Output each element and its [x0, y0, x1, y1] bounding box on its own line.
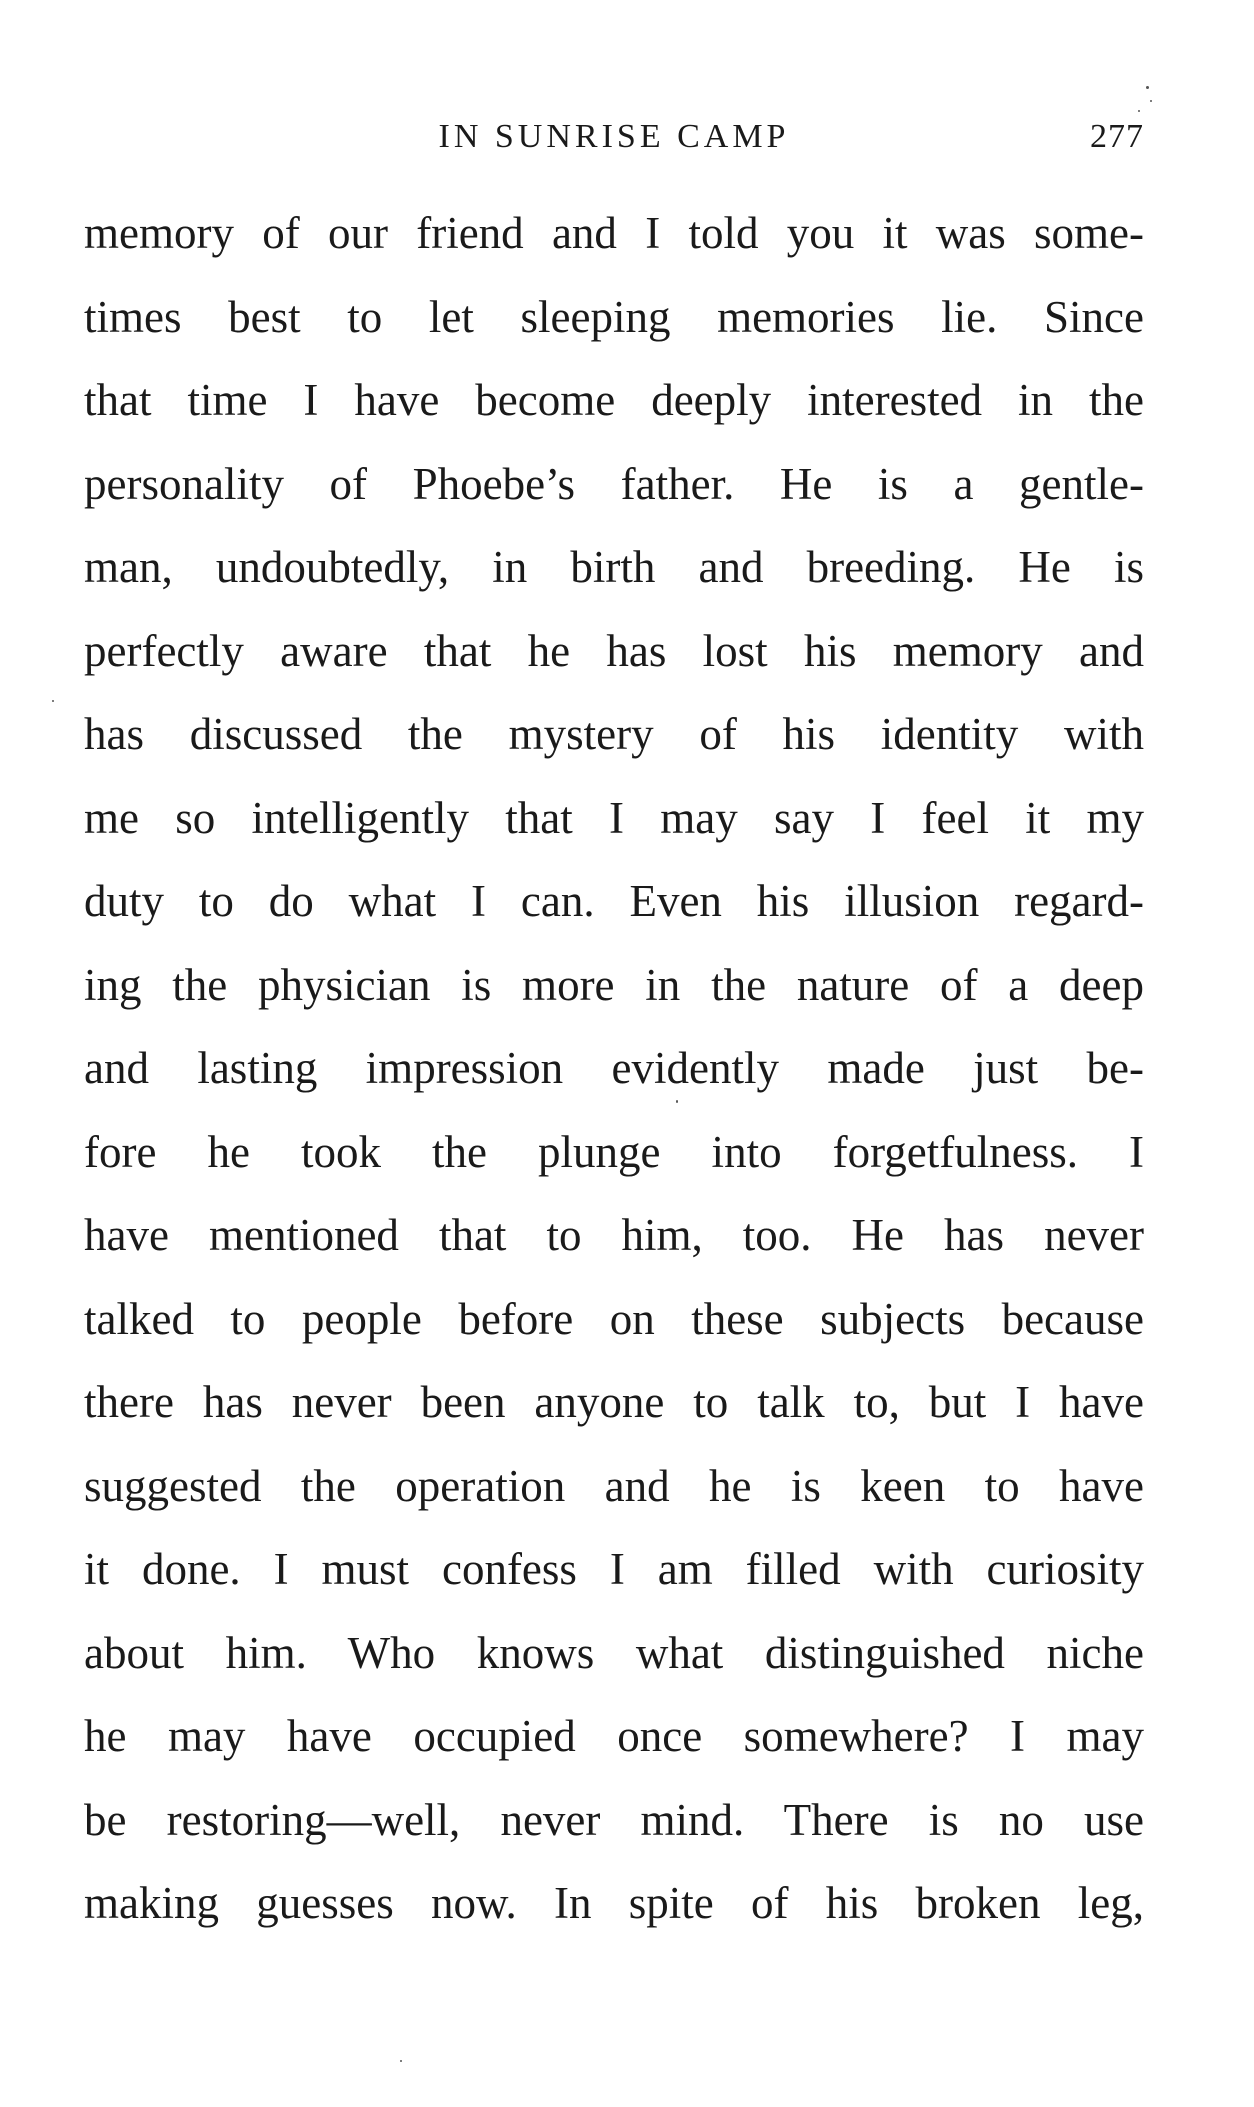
text-line-17: it done. I must confess I am filled with curiosity: [84, 1544, 1144, 1594]
text-line-6: perfectly aware that he has lost his memory and: [84, 625, 1144, 676]
text-line-20: be restoring—well, never mind. There is no use: [84, 1794, 1144, 1845]
scan-speck: [1138, 110, 1140, 112]
text-line-18: about him. Who knows what distinguished niche: [84, 1627, 1144, 1678]
text-line-5: man, undoubtedly, in birth and breeding. He is: [84, 542, 1144, 592]
body-text: [84, 192, 1144, 1946]
scan-speck: [400, 2060, 402, 2062]
text-line-16: suggested the operation and he is keen to have: [84, 1460, 1144, 1511]
text-line-19: he may have occupied once somewhere? I may: [84, 1711, 1144, 1761]
running-title: IN SUNRISE CAMP: [438, 118, 790, 155]
text-line-13: have mentioned that to him, too. He has never: [84, 1210, 1144, 1260]
text-line-1: memory of our friend and I told you it was some-: [84, 208, 1144, 258]
text-line-15: there has never been anyone to talk to, but I have: [84, 1377, 1144, 1427]
text-line-3: that time I have become deeply interested in the: [84, 375, 1144, 425]
text-line-8: me so intelligently that I may say I feel it my: [84, 792, 1144, 843]
text-line-10: ing the physician is more in the nature of a deep: [84, 959, 1144, 1010]
text-line-4: personality of Phoebe’s father. He is a gentle-: [84, 458, 1144, 509]
text-line-12: fore he took the plunge into forgetfulness. I: [84, 1126, 1144, 1177]
text-line-11: and lasting impression evidently made just be-: [84, 1043, 1144, 1093]
scan-speck: [1146, 86, 1149, 89]
scan-speck: [1150, 100, 1152, 102]
text-line-9: duty to do what I can. Even his illusion regard-: [84, 876, 1144, 926]
scan-speck: [676, 1100, 678, 1103]
text-line-21: making guesses now. In spite of his broken leg,: [84, 1878, 1144, 1928]
running-head: [84, 112, 1144, 162]
text-line-2: times best to let sleeping memories lie. Since: [84, 291, 1144, 342]
text-line-14: talked to people before on these subjects because: [84, 1293, 1144, 1344]
text-line-7: has discussed the mystery of his identity with: [84, 709, 1144, 759]
scan-speck: [52, 700, 54, 702]
page-number: 277: [1090, 118, 1144, 155]
